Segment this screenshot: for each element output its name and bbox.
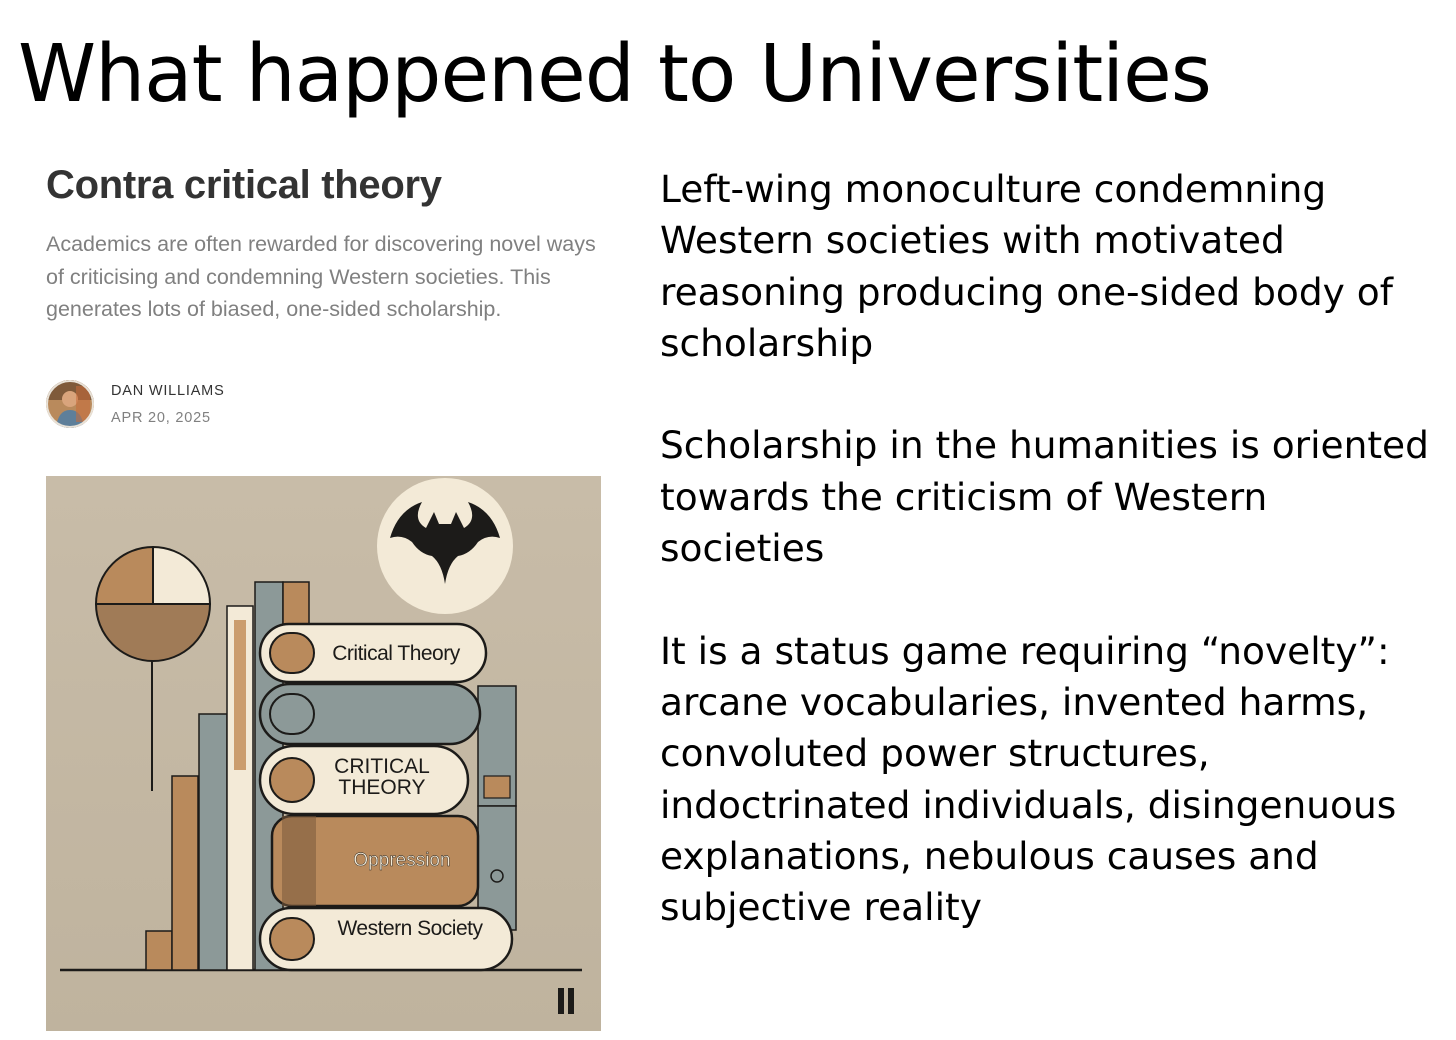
commentary-paragraph: Scholarship in the humanities is oriented towards the criticism of Western societies	[660, 423, 1429, 571]
bat-emblem-icon	[377, 478, 513, 614]
author-avatar[interactable]	[46, 380, 94, 428]
article-card[interactable]	[46, 160, 606, 326]
book-oppression	[272, 816, 478, 906]
article-subtitle: Academics are often rewarded for discovering novel ways of criticising and condemning Western societies. This generates lots of biased, one-sided scholarship.	[46, 232, 596, 321]
right-books	[478, 686, 516, 930]
book-label-critical-line2: THEORY	[338, 776, 426, 799]
commentary-text	[660, 164, 1440, 985]
post-date: APR 20, 2025	[111, 410, 211, 426]
book-slate	[260, 684, 480, 744]
book-label-critical-theory: Critical Theory	[332, 642, 460, 665]
author-name[interactable]: DAN WILLIAMS	[111, 383, 225, 399]
page-headline: What happened to Universities	[18, 28, 1211, 120]
book-critical-theory	[260, 624, 486, 682]
commentary-paragraph: It is a status game requiring “novelty”: arcane vocabularies, invented harms, convoluted power structures, indoctrinated individuals, disingenuous explanations, nebulous causes and subjective reality	[660, 628, 1397, 930]
book-label-western-society: Western Society	[337, 917, 483, 940]
commentary-paragraph: Left-wing monoculture condemning Western societies with motivated reasoning producing one-sided body of scholarship	[660, 167, 1393, 365]
book-label-critical-line1: CRITICAL	[334, 755, 430, 778]
article-cover-image[interactable]	[46, 476, 601, 1031]
book-critical-theory-upper	[260, 746, 468, 814]
book-label-oppression: Oppression	[353, 850, 451, 871]
article-title[interactable]: Contra critical theory	[46, 163, 442, 207]
book-western-society	[260, 908, 512, 970]
